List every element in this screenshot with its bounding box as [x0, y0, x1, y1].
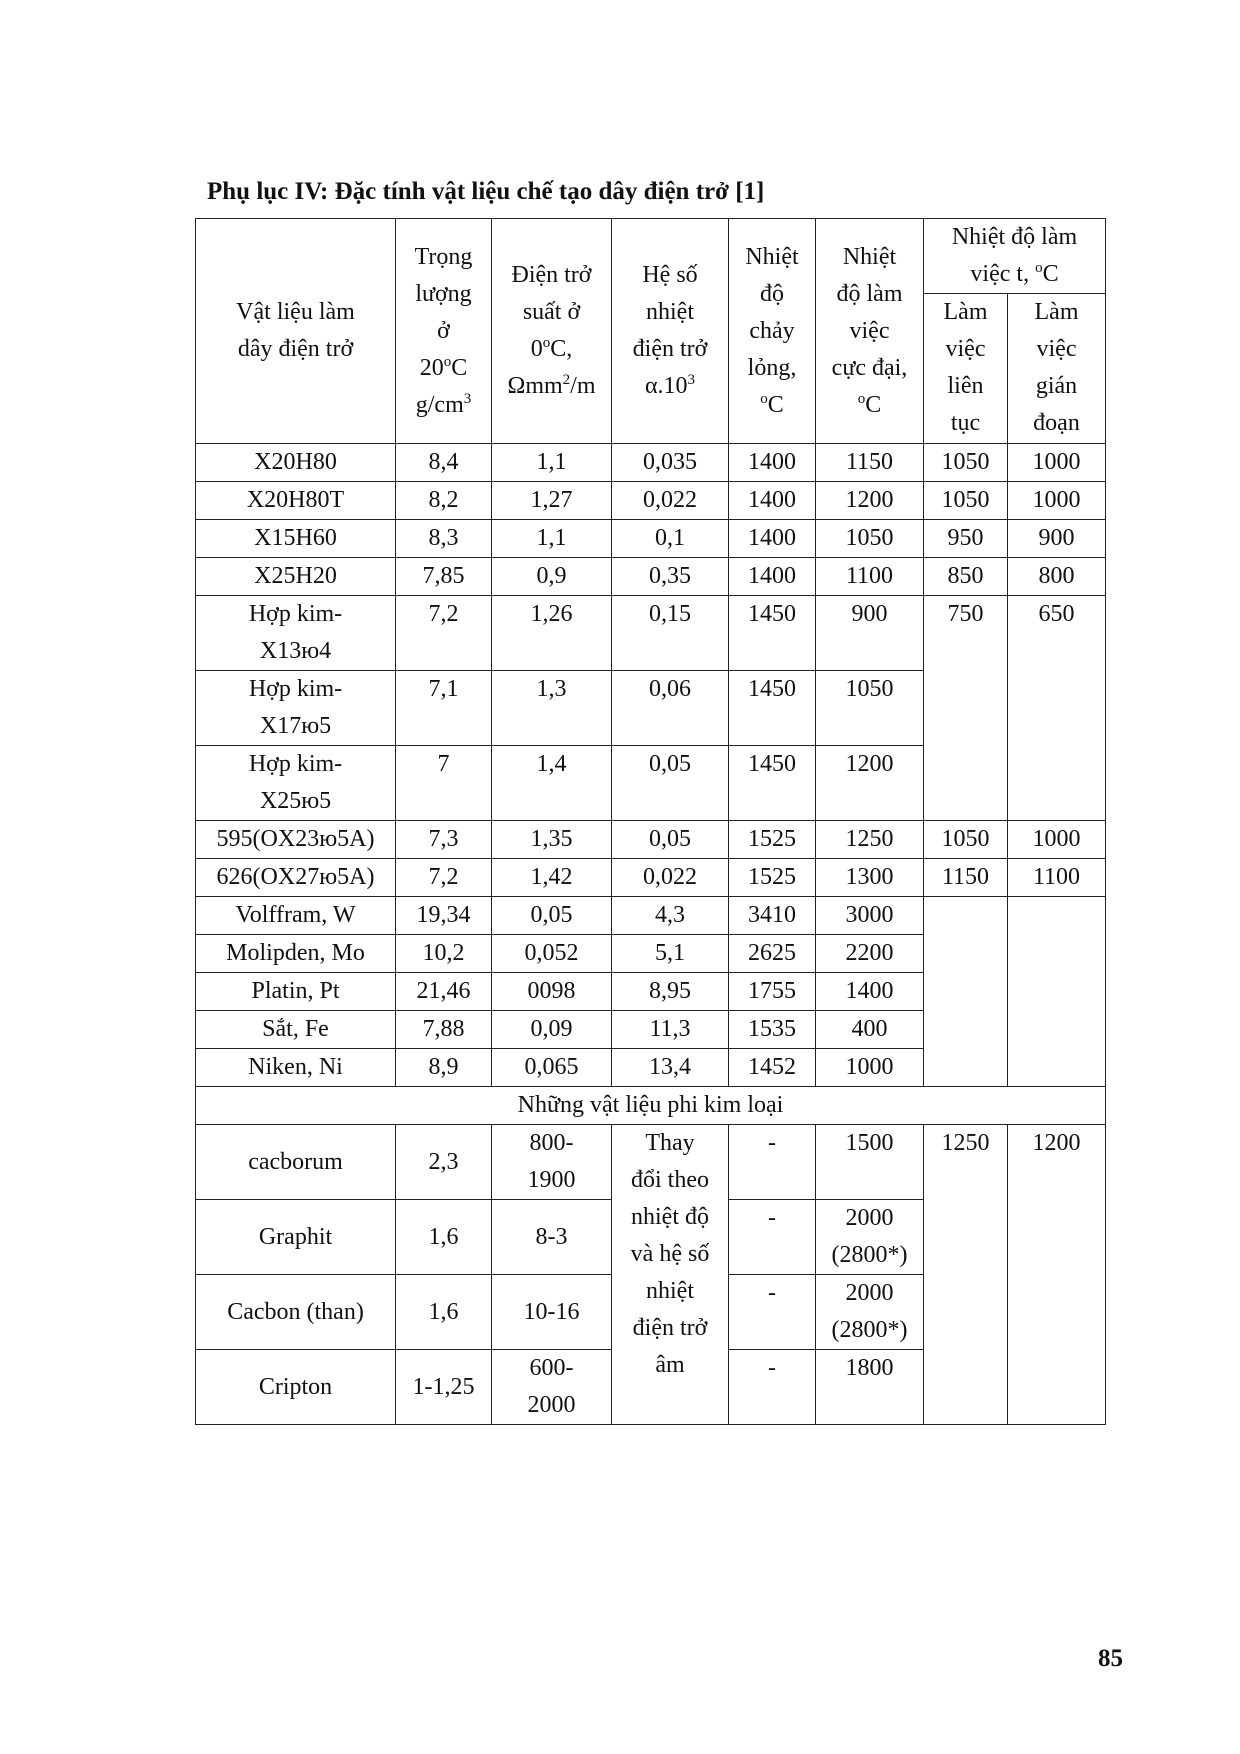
- material-cell: [196, 821, 396, 859]
- intermittent-temp-cell: 1100: [1008, 859, 1106, 897]
- header-melting-line: Nhiệt: [745, 243, 799, 270]
- continuous-temp-cell: [924, 897, 1008, 1087]
- cell-line: 626(OX27ю5A): [216, 864, 375, 890]
- header-material: [196, 219, 396, 444]
- coeff-cell: 0,022: [612, 859, 729, 897]
- page-number: 85: [1098, 1645, 1123, 1672]
- coeff-cell: 0,1: [612, 520, 729, 558]
- material-cell: Graphit: [196, 1200, 396, 1275]
- material-cell: [196, 558, 396, 596]
- material-cell: [196, 1011, 396, 1049]
- header-temp-coeff-line: Hệ số: [642, 262, 698, 288]
- density-cell: 1,6: [396, 1200, 492, 1275]
- cell-line: âm: [655, 1352, 685, 1378]
- density-cell: 7,2: [396, 859, 492, 897]
- melting-temp-cell: 3410: [729, 897, 816, 935]
- cell-line: Làm: [1034, 299, 1079, 325]
- cell-line: Molipden, Mo: [226, 940, 365, 966]
- max-temp-cell: 1150: [816, 444, 924, 482]
- header-melting-temp: [729, 219, 816, 444]
- cell-line: (2800*): [831, 1242, 908, 1268]
- density-cell: 7,2: [396, 596, 492, 671]
- cell-line: gián: [1035, 373, 1078, 399]
- melting-temp-cell: 1535: [729, 1011, 816, 1049]
- melting-temp-cell: 2625: [729, 935, 816, 973]
- header-density-line: ở: [437, 317, 450, 344]
- coeff-cell: 0,05: [612, 746, 729, 821]
- cell-line: X17ю5: [259, 713, 332, 739]
- table-row: [196, 821, 1106, 859]
- max-temp-cell: 1100: [816, 558, 924, 596]
- cell-line: Làm: [943, 299, 988, 325]
- continuous-temp-cell: 1050: [924, 821, 1008, 859]
- cell-line: 10-16: [523, 1298, 580, 1325]
- cell-line: Volffram, W: [235, 902, 356, 928]
- header-density-unit: $g/cm^3$: [415, 390, 472, 418]
- page-title: Phụ lục IV: Đặc tính vật liệu chế tạo dây điện trở [1]: [207, 178, 765, 205]
- max-temp-cell: 400: [816, 1011, 924, 1049]
- continuous-temp-cell: 1150: [924, 859, 1008, 897]
- header-resistivity-line: Điện trở: [511, 262, 592, 288]
- coeff-cell: 4,3: [612, 897, 729, 935]
- resistivity-cell: 0,09: [492, 1011, 612, 1049]
- resistivity-cell: 1,3: [492, 671, 612, 746]
- intermittent-temp-cell: 800: [1008, 558, 1106, 596]
- max-temp-cell: 2200: [816, 935, 924, 973]
- cell-line: Thay: [645, 1130, 695, 1156]
- cell-line: Vật liệu làm: [236, 299, 355, 325]
- header-temp-coeff: [612, 219, 729, 444]
- cell-line: dây điện trở: [237, 336, 354, 362]
- max-temp-cell: 1200: [816, 746, 924, 821]
- coeff-cell: 0,022: [612, 482, 729, 520]
- header-melting-line: lỏng,: [747, 354, 797, 381]
- header-melting-line: độ: [760, 280, 784, 307]
- density-cell: 8,2: [396, 482, 492, 520]
- density-cell: 7,85: [396, 558, 492, 596]
- material-cell: [196, 1049, 396, 1087]
- cell-line: X15H60: [254, 525, 337, 551]
- header-melting-unit: $^o$C: [760, 390, 784, 418]
- header-temp-coeff-unit: $\alpha.10^3$: [644, 372, 696, 399]
- max-temp-cell: [816, 1275, 924, 1350]
- table-row: [196, 558, 1106, 596]
- material-cell: Cripton: [196, 1350, 396, 1425]
- resistivity-cell: [492, 1275, 612, 1350]
- cell-line: điện trở: [632, 1315, 708, 1341]
- resistivity-cell: 1,1: [492, 444, 612, 482]
- cell-line: nhiệt: [646, 1278, 694, 1304]
- resistivity-cell: 1,4: [492, 746, 612, 821]
- header-temp-coeff-line: nhiệt: [646, 299, 694, 325]
- coeff-cell: 5,1: [612, 935, 729, 973]
- resistivity-cell: 1,1: [492, 520, 612, 558]
- max-temp-cell: 1250: [816, 821, 924, 859]
- header-intermittent: [1008, 294, 1106, 444]
- density-cell: 8,4: [396, 444, 492, 482]
- resistivity-cell: 0,052: [492, 935, 612, 973]
- continuous-temp-cell: 1050: [924, 444, 1008, 482]
- melting-temp-cell: 1452: [729, 1049, 816, 1087]
- max-temp-cell: [816, 1125, 924, 1200]
- cell-line: đổi theo: [631, 1167, 709, 1193]
- cell-line: 1500: [845, 1130, 894, 1156]
- cell-line: X20H80T: [246, 487, 345, 513]
- header-resistivity-line: suất ở: [522, 299, 581, 325]
- resistivity-cell: [492, 1125, 612, 1200]
- max-temp-cell: 900: [816, 596, 924, 671]
- continuous-temp-cell: 1250: [924, 1125, 1008, 1425]
- table-row: [196, 444, 1106, 482]
- header-max-temp-line: Nhiệt: [842, 243, 897, 270]
- density-cell: 7: [396, 746, 492, 821]
- max-temp-cell: 1200: [816, 482, 924, 520]
- continuous-temp-cell: 850: [924, 558, 1008, 596]
- density-cell: 8,3: [396, 520, 492, 558]
- cell-line: 800-: [529, 1130, 574, 1156]
- resistivity-cell: 0098: [492, 973, 612, 1011]
- cell-line: việc: [1036, 336, 1077, 362]
- cell-line: Hợp kim-: [248, 751, 343, 777]
- density-cell: 2,3: [396, 1125, 492, 1200]
- material-cell: [196, 746, 396, 821]
- max-temp-cell: [816, 1200, 924, 1275]
- max-temp-cell: [816, 1350, 924, 1425]
- coeff-cell: 0,05: [612, 821, 729, 859]
- material-cell: cacborum: [196, 1125, 396, 1200]
- table-row: [196, 897, 1106, 935]
- nonmetal-section-title: Những vật liệu phi kim loại: [196, 1087, 1106, 1125]
- material-cell: [196, 596, 396, 671]
- resistivity-cell: 1,35: [492, 821, 612, 859]
- header-temp-coeff-line: điện trở: [632, 336, 708, 362]
- material-cell: [196, 671, 396, 746]
- cell-line: Hợp kim-: [248, 601, 343, 627]
- coeff-cell: 0,15: [612, 596, 729, 671]
- melting-temp-cell: 1450: [729, 596, 816, 671]
- cell-line: Sắt, Fe: [262, 1016, 329, 1042]
- coeff-cell: 13,4: [612, 1049, 729, 1087]
- table-row: [196, 859, 1106, 897]
- cell-line: và hệ số: [630, 1241, 710, 1267]
- table-row: [196, 1125, 1106, 1200]
- intermittent-temp-cell: [1008, 897, 1106, 1087]
- density-cell: 19,34: [396, 897, 492, 935]
- intermittent-temp-cell: 650: [1008, 596, 1106, 821]
- intermittent-temp-cell: 1200: [1008, 1125, 1106, 1425]
- header-resistivity: [492, 219, 612, 444]
- header-work-temp-group: [924, 219, 1106, 294]
- melting-temp-cell: -: [729, 1350, 816, 1425]
- intermittent-temp-cell: 1000: [1008, 482, 1106, 520]
- cell-line: Hợp kim-: [248, 676, 343, 702]
- continuous-temp-cell: 950: [924, 520, 1008, 558]
- section-row: [196, 1087, 1106, 1125]
- melting-temp-cell: 1400: [729, 520, 816, 558]
- coeff-cell: 8,95: [612, 973, 729, 1011]
- intermittent-temp-cell: 900: [1008, 520, 1106, 558]
- cell-line: 2000: [527, 1392, 576, 1418]
- max-temp-cell: 1400: [816, 973, 924, 1011]
- cell-line: X25ю5: [259, 788, 332, 814]
- cell-line: nhiệt độ: [631, 1204, 709, 1230]
- density-cell: 7,1: [396, 671, 492, 746]
- max-temp-cell: 1050: [816, 520, 924, 558]
- density-cell: 21,46: [396, 973, 492, 1011]
- density-cell: 7,3: [396, 821, 492, 859]
- cell-line: 1900: [527, 1167, 576, 1193]
- resistivity-cell: 0,9: [492, 558, 612, 596]
- cell-line: 8-3: [535, 1223, 568, 1250]
- cell-line: liên: [947, 373, 984, 399]
- melting-temp-cell: 1525: [729, 821, 816, 859]
- max-temp-cell: 3000: [816, 897, 924, 935]
- coeff-cell: 11,3: [612, 1011, 729, 1049]
- cell-line: X13ю4: [259, 638, 332, 664]
- material-cell: [196, 973, 396, 1011]
- header-density-temp: 20$^o$C: [419, 353, 468, 381]
- melting-temp-cell: 1450: [729, 746, 816, 821]
- header-work-temp-line: việc t, $^o$C: [970, 260, 1059, 287]
- cell-line: đoạn: [1033, 410, 1080, 436]
- melting-temp-cell: -: [729, 1200, 816, 1275]
- cell-line: Platin, Pt: [251, 978, 340, 1004]
- resistivity-cell: 1,26: [492, 596, 612, 671]
- continuous-temp-cell: 1050: [924, 482, 1008, 520]
- max-temp-cell: 1300: [816, 859, 924, 897]
- table-row: [196, 596, 1106, 671]
- max-temp-cell: 1000: [816, 1049, 924, 1087]
- coeff-cell: 0,035: [612, 444, 729, 482]
- intermittent-temp-cell: 1000: [1008, 821, 1106, 859]
- header-resistivity-temp: 0$^o$C,: [530, 335, 573, 362]
- material-cell: [196, 935, 396, 973]
- resistivity-cell: 1,42: [492, 859, 612, 897]
- header-resistivity-unit: Ωmm$^2$/m: [507, 372, 596, 399]
- cell-line: 2000: [845, 1205, 894, 1231]
- melting-temp-cell: -: [729, 1275, 816, 1350]
- cell-line: việc: [945, 336, 986, 362]
- coeff-cell: 0,06: [612, 671, 729, 746]
- resistivity-cell: 0,05: [492, 897, 612, 935]
- cell-line: X25H20: [254, 563, 337, 589]
- header-max-temp-line: độ làm: [836, 280, 903, 307]
- material-properties-table: [195, 218, 1106, 1425]
- header-max-temp-line: cực đại,: [831, 354, 908, 381]
- header-continuous: [924, 294, 1008, 444]
- coeff-note-cell: [612, 1125, 729, 1425]
- density-cell: 1,6: [396, 1275, 492, 1350]
- cell-line: (2800*): [831, 1317, 908, 1343]
- cell-line: 600-: [529, 1355, 574, 1381]
- header-melting-line: chảy: [749, 317, 795, 344]
- resistivity-cell: 0,065: [492, 1049, 612, 1087]
- cell-line: 2000: [845, 1280, 894, 1306]
- cell-line: Niken, Ni: [248, 1054, 343, 1080]
- header-density-line: Trọng: [414, 243, 473, 270]
- continuous-temp-cell: 750: [924, 596, 1008, 821]
- material-cell: [196, 444, 396, 482]
- melting-temp-cell: 1400: [729, 558, 816, 596]
- material-cell: [196, 859, 396, 897]
- header-density: [396, 219, 492, 444]
- header-max-temp-line: việc: [849, 317, 890, 344]
- density-cell: 8,9: [396, 1049, 492, 1087]
- resistivity-cell: [492, 1200, 612, 1275]
- table-row: [196, 520, 1106, 558]
- melting-temp-cell: 1400: [729, 444, 816, 482]
- material-cell: [196, 897, 396, 935]
- cell-line: 595(OX23ю5A): [216, 826, 375, 852]
- cell-line: tục: [950, 410, 981, 436]
- header-max-work-temp: [816, 219, 924, 444]
- density-cell: 1-1,25: [396, 1350, 492, 1425]
- density-cell: 10,2: [396, 935, 492, 973]
- melting-temp-cell: -: [729, 1125, 816, 1200]
- melting-temp-cell: 1755: [729, 973, 816, 1011]
- resistivity-cell: 1,27: [492, 482, 612, 520]
- melting-temp-cell: 1400: [729, 482, 816, 520]
- max-temp-cell: 1050: [816, 671, 924, 746]
- header-work-temp-line: Nhiệt độ làm: [951, 224, 1078, 250]
- table-row: [196, 482, 1106, 520]
- material-cell: Cacbon (than): [196, 1275, 396, 1350]
- density-cell: 7,88: [396, 1011, 492, 1049]
- melting-temp-cell: 1525: [729, 859, 816, 897]
- cell-line: 1800: [845, 1355, 894, 1381]
- header-max-temp-unit: $^o$C: [857, 390, 882, 418]
- material-cell: [196, 520, 396, 558]
- material-cell: [196, 482, 396, 520]
- header-density-line: lượng: [415, 280, 472, 307]
- cell-line: X20H80: [254, 449, 337, 475]
- intermittent-temp-cell: 1000: [1008, 444, 1106, 482]
- coeff-cell: 0,35: [612, 558, 729, 596]
- resistivity-cell: [492, 1350, 612, 1425]
- melting-temp-cell: 1450: [729, 671, 816, 746]
